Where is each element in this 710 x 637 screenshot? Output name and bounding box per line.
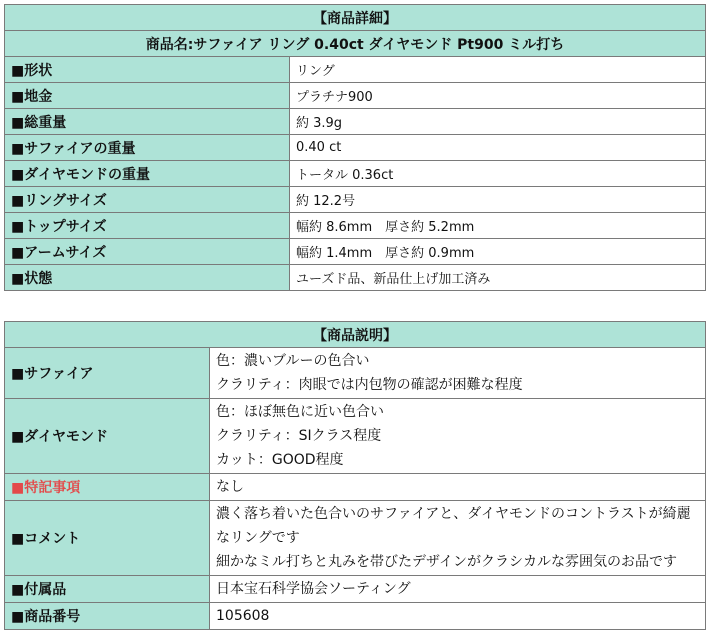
description-header-row	[5, 322, 706, 348]
item-number-label: ■商品番号	[5, 603, 210, 630]
row-value: 幅約 1.4mm 厚さ約 0.9mm	[290, 239, 706, 265]
accessories-label: ■付属品	[5, 576, 210, 603]
row-label: ■地金	[5, 83, 290, 109]
diamond-color: 色：ほぼ無色に近い色合い	[216, 404, 384, 420]
comment-row	[5, 501, 706, 576]
description-header: 【商品説明】	[5, 322, 706, 348]
row-label: ■状態	[5, 265, 290, 291]
table-row	[5, 135, 706, 161]
diamond-clarity: クラリティ：SIクラス程度	[216, 428, 382, 444]
comment-line: 濃く落ち着いた色合いのサファイアと、ダイヤモンドのコントラストが綺麗なリングです	[216, 506, 691, 546]
table-row	[5, 239, 706, 265]
comment-line: 細かなミル打ちと丸みを帯びたデザインがクラシカルな雰囲気のお品です	[216, 554, 678, 570]
table-row	[5, 83, 706, 109]
item-number-row	[5, 603, 706, 630]
special-notes-label: ■特記事項	[5, 474, 210, 501]
item-number-value: 105608	[210, 603, 706, 630]
row-value: ユーズド品、新品仕上げ加工済み	[290, 265, 706, 291]
accessories-value: 日本宝石科学協会ソーティング	[210, 576, 706, 603]
table-row	[5, 265, 706, 291]
comment-label: ■コメント	[5, 501, 210, 576]
table-row	[5, 161, 706, 187]
row-value: リング	[290, 57, 706, 83]
diamond-row	[5, 399, 706, 474]
product-name-row	[5, 31, 706, 57]
sapphire-row	[5, 348, 706, 399]
row-label: ■形状	[5, 57, 290, 83]
row-value: トータル 0.36ct	[290, 161, 706, 187]
sapphire-color: 色：濃いブルーの色合い	[216, 353, 370, 369]
sapphire-clarity: クラリティ：肉眼では内包物の確認が困難な程度	[216, 377, 523, 393]
product-name: 商品名:サファイア リング 0.40ct ダイヤモンド Pt900 ミル打ち	[5, 31, 706, 57]
row-label: ■サファイアの重量	[5, 135, 290, 161]
table-row	[5, 213, 706, 239]
row-value: プラチナ900	[290, 83, 706, 109]
row-label: ■トップサイズ	[5, 213, 290, 239]
table-row	[5, 57, 706, 83]
diamond-cut: カット：GOOD程度	[216, 452, 344, 468]
row-label: ■ダイヤモンドの重量	[5, 161, 290, 187]
diamond-details	[210, 399, 706, 474]
table-row	[5, 109, 706, 135]
special-notes-row	[5, 474, 706, 501]
special-notes-value: なし	[210, 474, 706, 501]
accessories-row	[5, 576, 706, 603]
product-description-table	[4, 321, 706, 630]
row-value: 0.40 ct	[290, 135, 706, 161]
diamond-label: ■ダイヤモンド	[5, 399, 210, 474]
row-value: 約 3.9g	[290, 109, 706, 135]
product-details-table	[4, 4, 706, 291]
row-value: 幅約 8.6mm 厚さ約 5.2mm	[290, 213, 706, 239]
sapphire-details	[210, 348, 706, 399]
comment-text	[210, 501, 706, 576]
details-header-row	[5, 5, 706, 31]
row-value: 約 12.2号	[290, 187, 706, 213]
row-label: ■アームサイズ	[5, 239, 290, 265]
table-row	[5, 187, 706, 213]
row-label: ■総重量	[5, 109, 290, 135]
row-label: ■リングサイズ	[5, 187, 290, 213]
details-header: 【商品詳細】	[5, 5, 706, 31]
sapphire-label: ■サファイア	[5, 348, 210, 399]
